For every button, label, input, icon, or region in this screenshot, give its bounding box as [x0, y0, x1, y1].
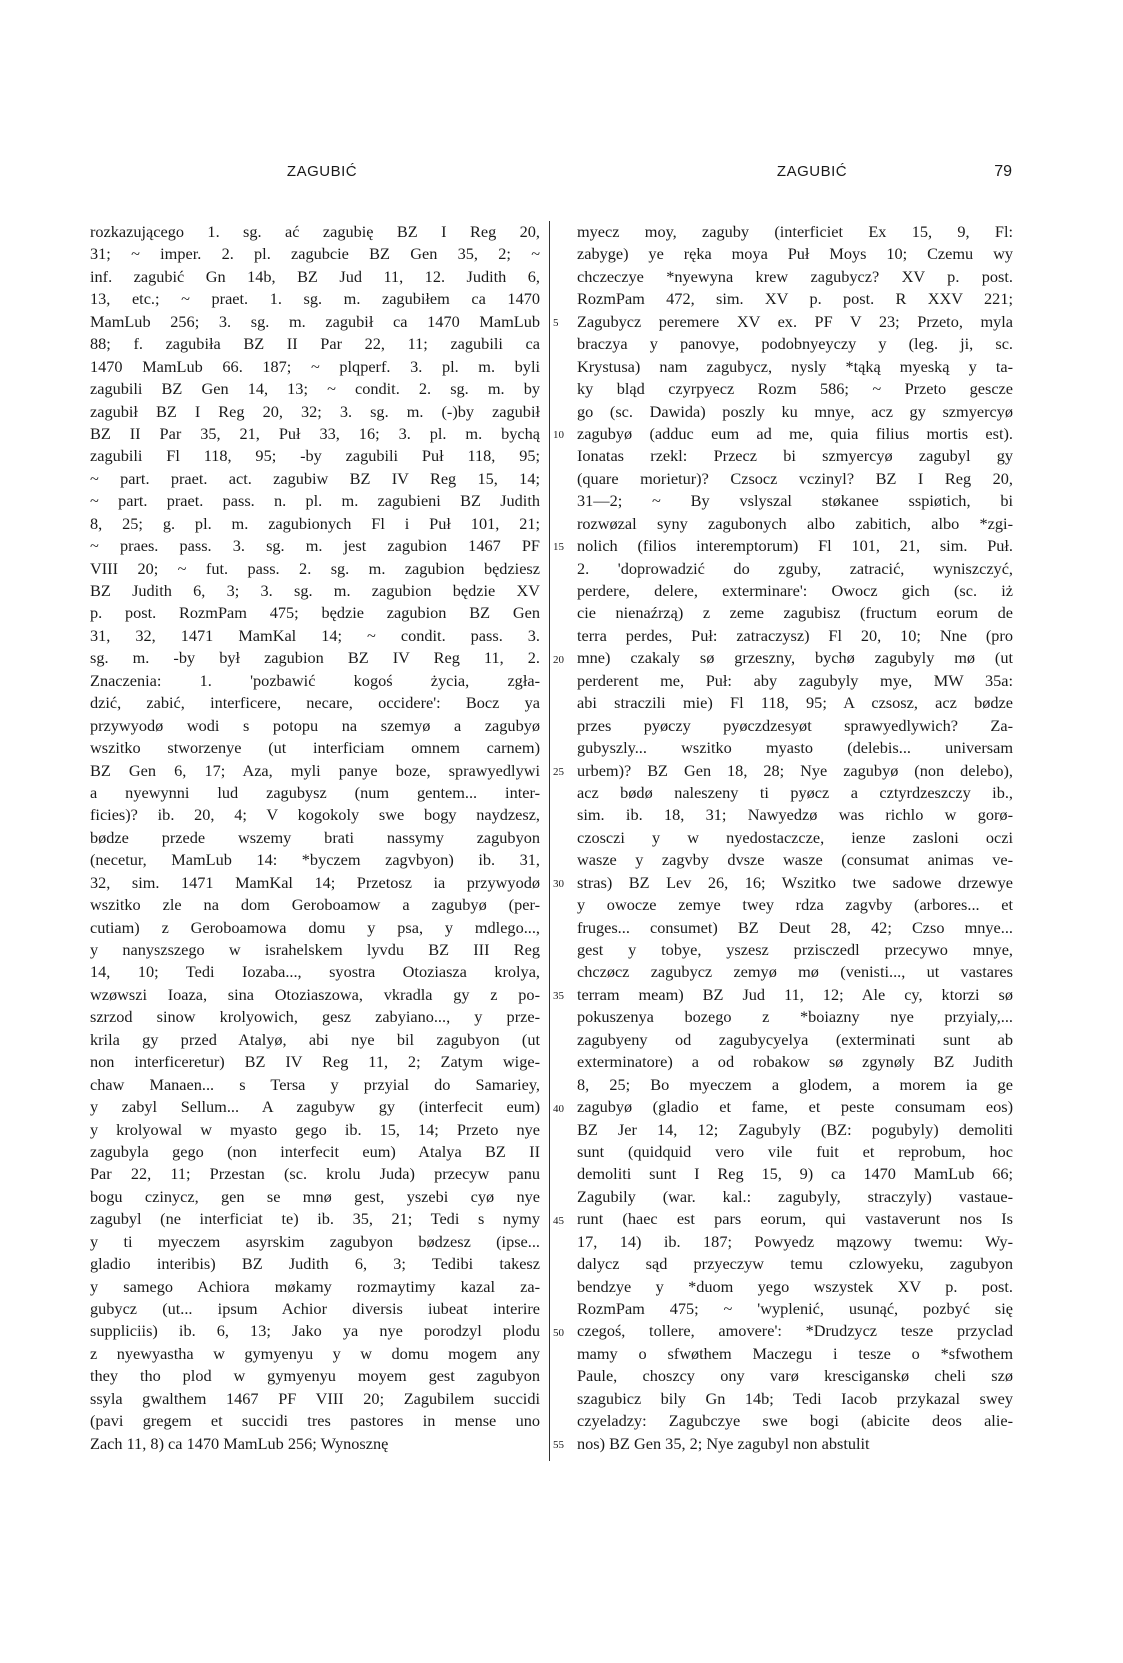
text-line: y nanyszszego w israhelskem lyvdu BZ III Reg [90, 940, 540, 959]
text-line: zagubyø (gladio et fame, et peste consumam eos) [577, 1097, 1013, 1117]
text-line: zagubił BZ I Reg 20, 32; 3. sg. m. (-)by zagubił [90, 401, 540, 421]
text-line: gubyszly... wszitko myasto (delebis... universam [577, 738, 1013, 758]
text-line: 2. 'doprowadzić do zguby, zatracić, wyniszczyć, [577, 558, 1013, 578]
text-line: cie nienaźrzą) z zeme zagubisz (fructum eorum de [577, 603, 1013, 623]
page-number: 79 [994, 163, 1012, 180]
text-line: go (sc. Dawida) poszly ku mnye, acz gy szmyercyø [577, 401, 1013, 421]
text-line: zagubyø (adduc eum ad me, quia filius mortis est). [577, 423, 1013, 443]
text-line: Par 22, 11; Przestan (sc. krolu Juda) przecyw panu [90, 1164, 540, 1184]
text-line: VIII 20; ~ fut. pass. 2. sg. m. zagubion będziesz [90, 558, 540, 578]
text-line: czegoś, tollere, amovere': *Drudzycz tesze przyclad [577, 1321, 1013, 1341]
text-line: suppliciis) ib. 6, 13; Jako ya nye porodzyl plodu [90, 1321, 540, 1341]
text-line: inf. zagubić Gn 14b, BZ Jud 11, 12. Judith 6, [90, 266, 540, 286]
text-line: (quare morietur)? Czsocz vczinyl? BZ I Reg 20, [577, 468, 1013, 488]
text-line: BZ Judith 6, 3; 3. sg. m. zagubion będzie XV [90, 581, 540, 600]
text-line: demoliti sunt I Reg 15, 9) ca 1470 MamLub 66; [577, 1164, 1013, 1184]
line-number: 10 [553, 429, 564, 442]
text-line: myecz moy, zaguby (interficiet Ex 15, 9, Fl: [577, 222, 1013, 241]
right-column [577, 221, 1013, 1455]
text-line: ~ part. praet. act. zagubiw BZ IV Reg 15, 14; [90, 468, 540, 488]
line-number: 40 [553, 1102, 564, 1115]
text-line: 88; f. zagubiła BZ II Par 22, 11; zagubili ca [90, 334, 540, 354]
text-line: wszitko stworzenye (ut interficiam omnem carnem) [90, 738, 540, 758]
text-line: 31—2; ~ By vslyszal støkanee sspiøtich, bi [577, 491, 1013, 511]
text-line: fruges... consumet) BZ Deut 28, 42; Czso mnye... [577, 917, 1013, 937]
text-line: ficies)? ib. 20, 4; V kogokoly swe bogy naydzesz, [90, 805, 540, 825]
text-line: perderent me, Puł: aby zagubyly mye, MW 35a: [577, 670, 1013, 690]
left-column [90, 221, 540, 1455]
text-line: Zagubycz peremere XV ex. PF V 23; Przeto, myla [577, 311, 1013, 331]
text-line: Paule, choszcy ony varø kresciganskø cheli szø [577, 1366, 1013, 1386]
text-line: ssyla gwalthem 1467 PF VIII 20; Zagubilem succidi [90, 1388, 540, 1408]
text-line: braczya y panovye, podobnyeyczy y (leg. ji, sc. [577, 334, 1013, 354]
text-line: z nyewyastha w gymyenyu y w domu mogem any [90, 1343, 540, 1363]
text-line: runt (haec est pars eorum, qui vastaverunt nos Is [577, 1209, 1013, 1229]
text-line: MamLub 256; 3. sg. m. zagubił ca 1470 MamLub [90, 311, 540, 331]
text-line: 13, etc.; ~ praet. 1. sg. m. zagubiłem ca 1470 [90, 289, 540, 309]
text-line: przywyodø wodi s potopu na szemyø a zagubyø [90, 715, 540, 735]
text-line: abi straczili mie) Fl 118, 95; A czsosz, acz bødze [577, 693, 1013, 713]
text-line: 31; ~ imper. 2. pl. zagubcie BZ Gen 35, 2; ~ [90, 244, 540, 264]
text-line: dalycz sąd przyeczyw temu czlowyeku, zagubyon [577, 1254, 1013, 1274]
text-line: BZ Gen 6, 17; Aza, myli panye boze, sprawyedlywi [90, 760, 540, 780]
text-line: rozwøzal syny zagubonych albo zabitich, albo *zgi- [577, 513, 1013, 533]
text-line: terram meam) BZ Jud 11, 12; Ale cy, ktorzi sø [577, 984, 1013, 1004]
text-line: they tho plod w gymyenyu moyem gest zagubyon [90, 1366, 540, 1386]
text-line: ~ praes. pass. 3. sg. m. jest zagubion 1467 PF [90, 536, 540, 556]
text-line: zagubyl (ne interficiat te) ib. 35, 21; Tedi s nymy [90, 1209, 540, 1229]
text-line: y samego Achiora møkamy rozmaytimy kazal za- [90, 1276, 540, 1296]
text-line: zagubili BZ Gen 14, 13; ~ condit. 2. sg. m. by [90, 379, 540, 399]
text-line: gladio interibis) BZ Judith 6, 3; Tedibi takesz [90, 1254, 540, 1274]
text-line: szrzod sinow krolyowich, gesz zabyiano..., y prze- [90, 1007, 540, 1027]
line-number: 45 [553, 1214, 564, 1227]
text-line: y owocze zemye twey rdza zagvby (arbores... et [577, 895, 1013, 915]
text-line: mne) czakaly sø grzeszny, bychø zagubyly mø (ut [577, 648, 1013, 668]
text-line: zagubyeny od zagubycyelya (exterminati sunt ab [577, 1029, 1013, 1049]
text-line: a nyewynni lud zagubysz (num gentem... inter- [90, 782, 540, 802]
text-line: 32, sim. 1471 MamKal 14; Przetosz ia przywyodø [90, 872, 540, 892]
text-line: chaw Manaen... s Tersa y przyial do Samariey, [90, 1074, 540, 1094]
text-line: Krystusa) nam zagubycz, nysly *tąką myeską y ta- [577, 356, 1013, 376]
text-line: pokuszenya bozego z *boiazny nye przyialy,... [577, 1007, 1013, 1027]
text-line: (pavi gregem et succidi tres pastores in mense uno [90, 1411, 540, 1431]
text-line: urbem)? BZ Gen 18, 28; Nye zagubyø (non delebo), [577, 760, 1013, 780]
text-line: 17, 14) ib. 187; Powyedz mązowy twemu: Wy- [577, 1231, 1013, 1251]
text-line: Zagubily (war. kal.: zagubyly, straczyly) vastaue- [577, 1186, 1013, 1206]
line-number: 50 [553, 1327, 564, 1340]
line-number: 35 [553, 990, 564, 1003]
text-line: sim. ib. 18, 31; Nawyedzø was richlo w gorø- [577, 805, 1013, 825]
text-line: y zabyl Sellum... A zagubyw gy (interfecit eum) [90, 1097, 540, 1117]
text-line: bendzye y *duom yego wszystek XV p. post. [577, 1276, 1013, 1296]
text-line: ky bląd czyrpyecz Rozm 586; ~ Przeto gescze [577, 379, 1013, 399]
text-line: BZ Jer 14, 12; Zagubyly (BZ: pogubyly) demoliti [577, 1119, 1013, 1139]
text-line: mamy o sfwøthem Maczegu i tesze o *sfwothem [577, 1343, 1013, 1363]
line-number: 55 [553, 1439, 564, 1452]
text-line: acz bødø naleszeny ti pyøcz a cztyrdzeszczy ib., [577, 782, 1013, 802]
text-line: Znaczenia: 1. 'pozbawić kogoś życia, zgła- [90, 670, 540, 690]
text-line: exterminatore) a od robakow sø zgynøly BZ Judith [577, 1052, 1013, 1072]
text-line: rozkazującego 1. sg. ać zagubię BZ I Reg 20, [90, 222, 540, 241]
text-line: Ionatas rzekl: Przecz bi szmyercyø zagubyl gy [577, 446, 1013, 466]
text-line: RozmPam 475; ~ 'wyplenić, usunąć, pozbyć się [577, 1299, 1013, 1318]
line-number: 30 [553, 878, 564, 891]
line-number: 25 [553, 765, 564, 778]
text-line: y krolyowal w myasto gego ib. 15, 14; Przeto nye [90, 1119, 540, 1139]
text-line: wasze y zagvby dvsze wasze (consumat animas ve- [577, 850, 1013, 870]
text-line: 14, 10; Tedi Iozaba..., syostra Otoziasza krolya, [90, 962, 540, 982]
text-line: sunt (quidquid vero vile fuit et reprobum, hoc [577, 1141, 1013, 1161]
text-line: non interficeretur) BZ IV Reg 11, 2; Zatym wige- [90, 1052, 540, 1072]
text-line: chczøcz zagubycz zemyø mø (venisti..., ut vastares [577, 962, 1013, 982]
text-line: ~ part. praet. pass. n. pl. m. zagubieni BZ Judith [90, 491, 540, 511]
text-line: zabyge) ye ręka moya Puł Moys 10; Czemu wy [577, 244, 1013, 264]
text-line: Zach 11, 8) ca 1470 MamLub 256; Wynosznę [90, 1433, 389, 1453]
text-line: gest y tobye, yszesz przisczedl przecywo mnye, [577, 940, 1013, 959]
text-line: nos) BZ Gen 35, 2; Nye zagubyl non abstulit [577, 1433, 870, 1453]
text-line: cutiam) z Geroboamowa domu y psa, y mdlego..., [90, 917, 540, 937]
text-line: czosczi y w nyedostaczcze, ienze zasloni oczi [577, 827, 1013, 847]
text-line: dzić, zabić, interficere, necare, occidere': Bocz ya [90, 693, 540, 713]
text-line: bogu czinycz, gen se mnø gest, yszebi cyø nye [90, 1186, 540, 1206]
text-line: perdere, delere, exterminare': Owocz gich (sc. iż [577, 581, 1013, 600]
text-line: terra perdes, Puł: zatraczysz) Fl 20, 10; Nne (pro [577, 625, 1013, 645]
text-line: 31, 32, 1471 MamKal 14; ~ condit. pass. 3. [90, 625, 540, 645]
line-number: 5 [553, 316, 559, 329]
text-line: czyeladzy: Zagubczye swe bogi (abicite deos alie- [577, 1411, 1013, 1431]
header-left-title: ZAGUBIĆ [286, 163, 358, 180]
text-line: 1470 MamLub 66. 187; ~ plqperf. 3. pl. m. byli [90, 356, 540, 376]
text-line: 8, 25; g. pl. m. zagubionych Fl i Puł 101, 21; [90, 513, 540, 533]
text-line: (necetur, MamLub 14: *byczem zagvbyon) ib. 31, [90, 850, 540, 870]
text-line: wzøwszi Ioaza, sina Otoziaszowa, vkradla gy z po- [90, 984, 540, 1004]
text-line: przes pyøczy pyøczdzesyøt sprawyedlywich? Za- [577, 715, 1013, 735]
text-line: 8, 25; Bo myeczem a glodem, a morem ia ge [577, 1074, 1013, 1094]
header-right-title: ZAGUBIĆ [776, 163, 848, 180]
text-line: RozmPam 472, sim. XV p. post. R XXV 221; [577, 289, 1013, 309]
text-line: bødze przede wszemy brati nassymy zagubyon [90, 827, 540, 847]
column-divider [549, 221, 550, 1461]
text-line: sg. m. -by był zagubion BZ IV Reg 11, 2. [90, 648, 540, 668]
text-line: p. post. RozmPam 475; będzie zagubion BZ Gen [90, 603, 540, 623]
text-line: zagubili Fl 118, 95; -by zagubili Puł 118, 95; [90, 446, 540, 466]
text-line: krila gy przed Atalyø, abi nye bil zagubyon (ut [90, 1029, 540, 1049]
line-number: 15 [553, 541, 564, 554]
text-line: zagubyla gego (non interfecit eum) Atalya BZ II [90, 1141, 540, 1161]
text-line: nolich (filios interemptorum) Fl 101, 21, sim. Puł. [577, 536, 1013, 556]
text-line: wszitko zle na dom Geroboamow a zagubyø (per- [90, 895, 540, 915]
text-line: chczeczye *nyewyna krew zagubycz? XV p. post. [577, 266, 1013, 286]
text-line: szagubicz bily Gn 14b; Tedi Iacob przykazal swey [577, 1388, 1013, 1408]
text-line: y ti myeczem asyrskim zagubyon bødzesz (ipse... [90, 1231, 540, 1251]
line-number: 20 [553, 653, 564, 666]
text-line: BZ II Par 35, 21, Puł 33, 16; 3. pl. m. bychą [90, 423, 540, 443]
text-line: stras) BZ Lev 26, 16; Wszitko twe sadowe drzewye [577, 872, 1013, 892]
text-line: gubycz (ut... ipsum Achior diversis iubeat interire [90, 1299, 540, 1318]
